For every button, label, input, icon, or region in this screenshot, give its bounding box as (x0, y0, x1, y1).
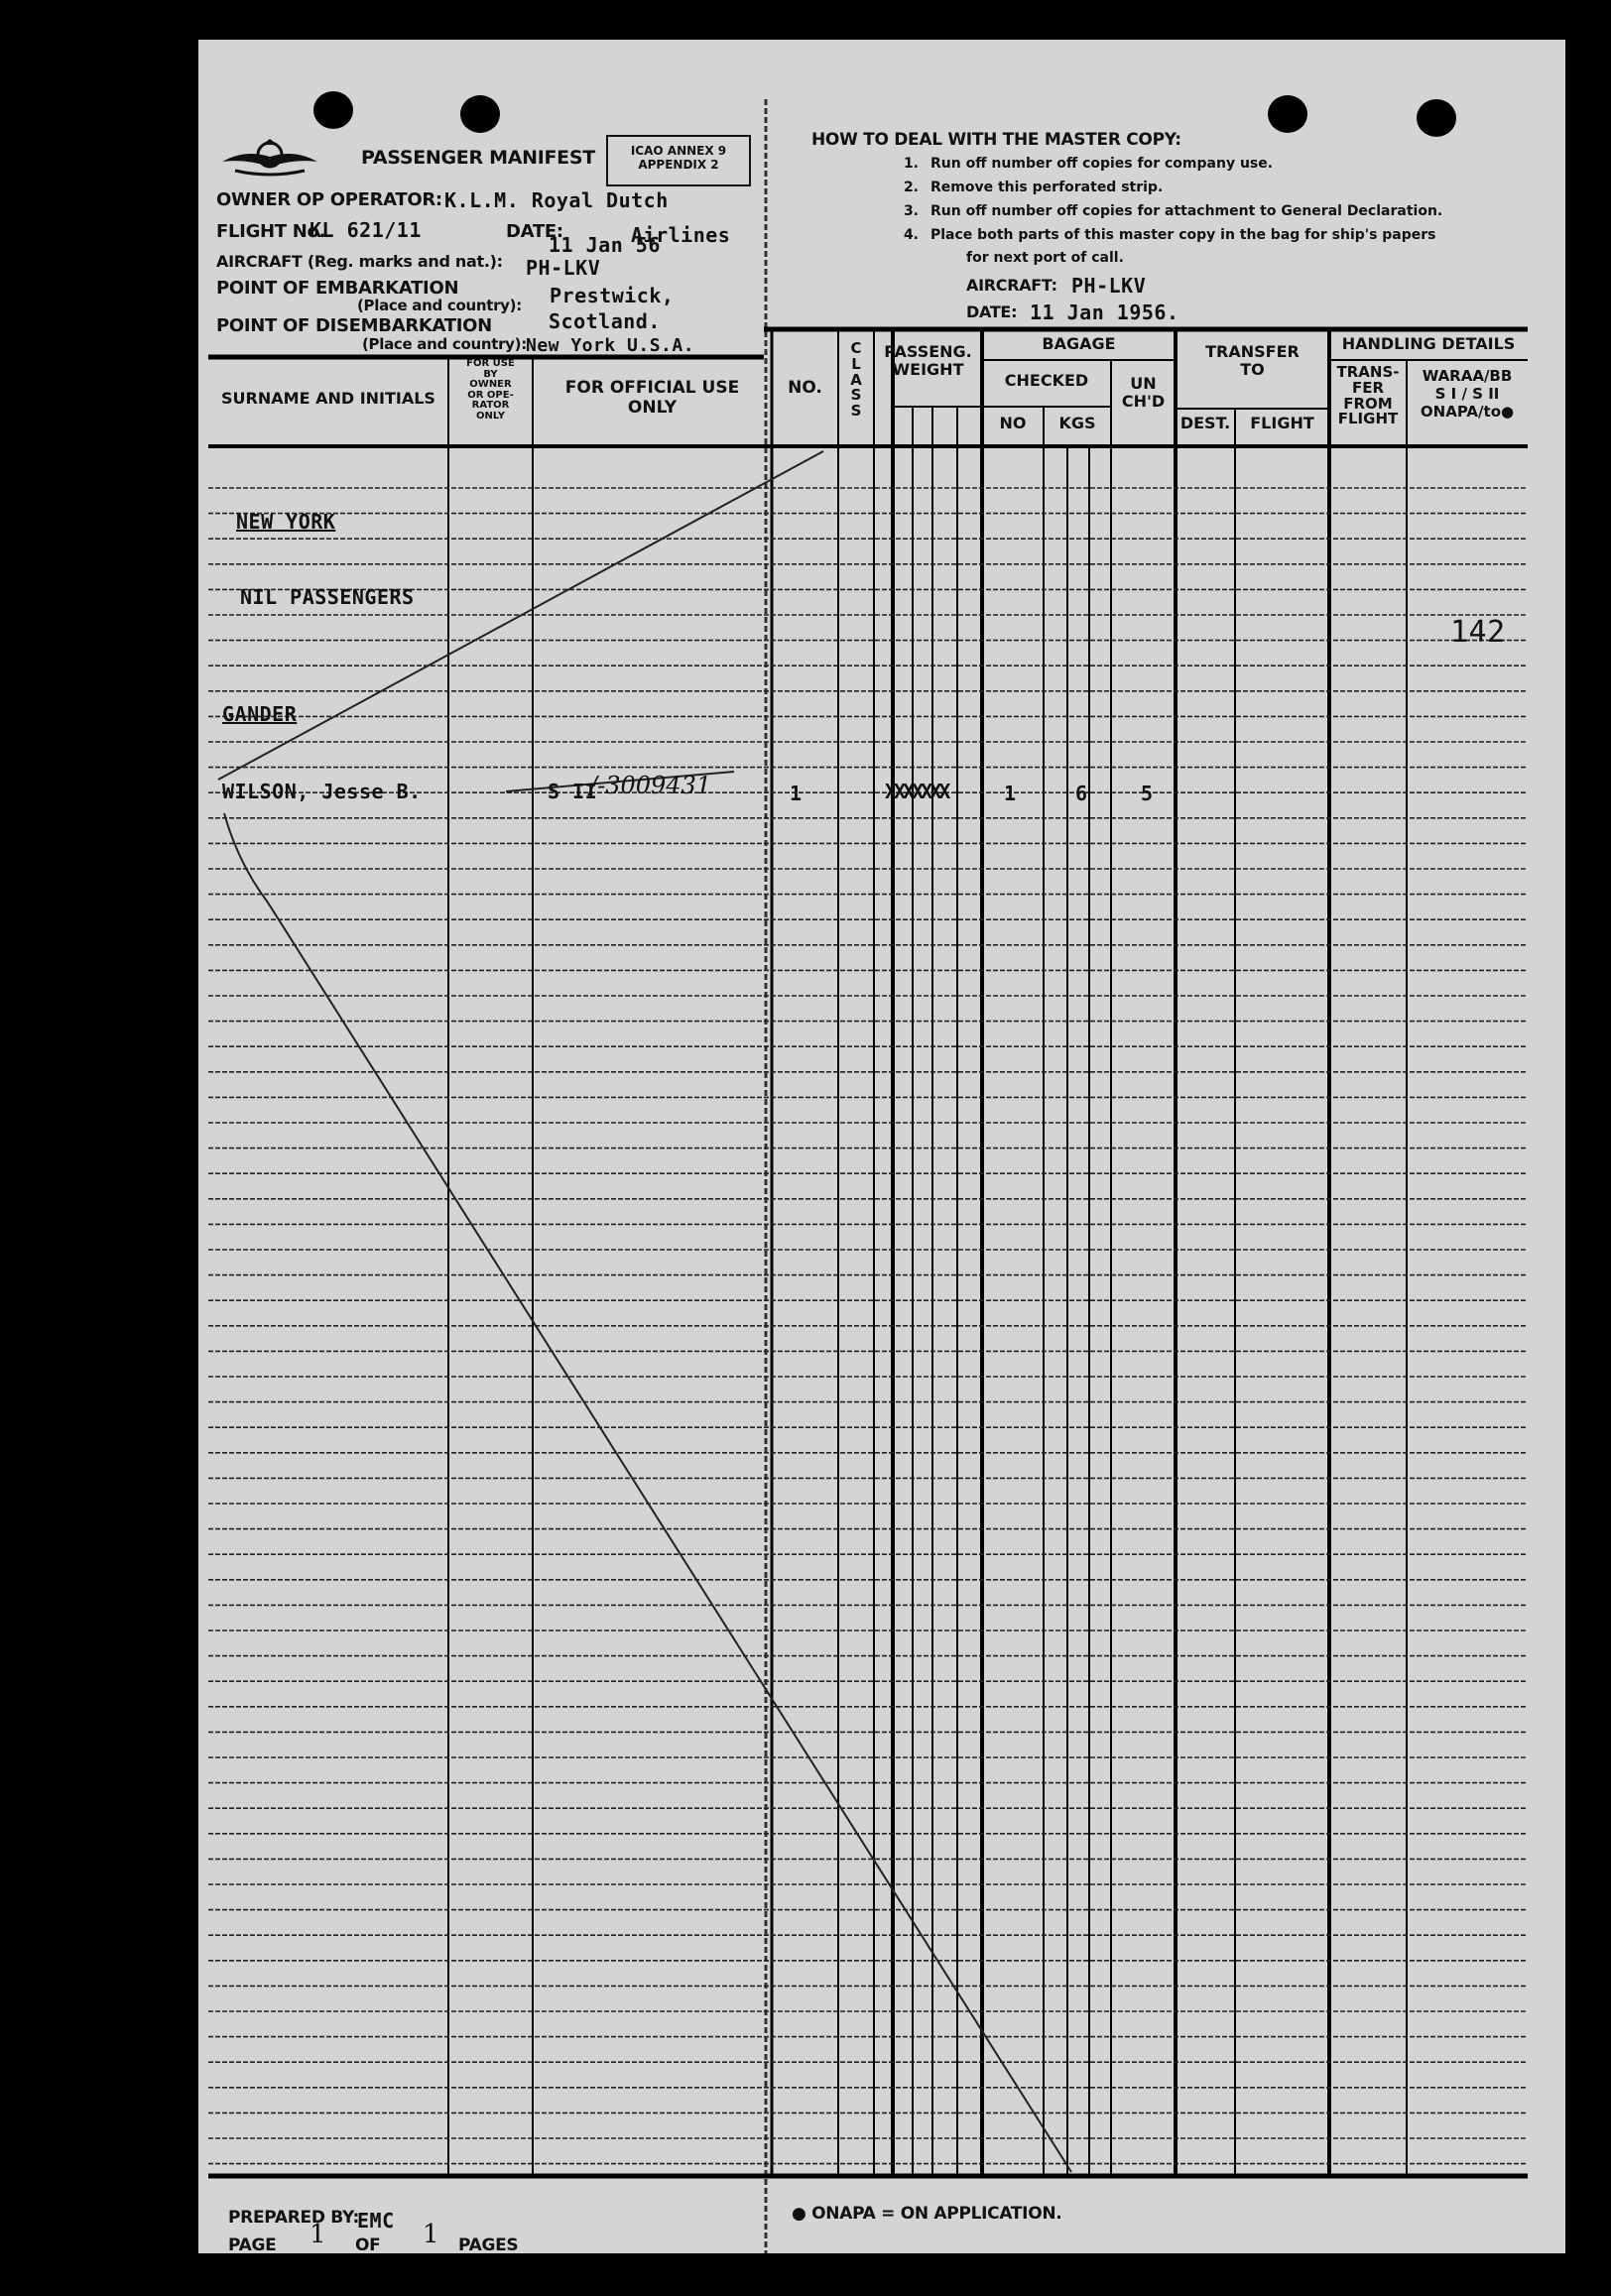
disembark-sub: (Place and country): (362, 335, 527, 353)
instruction-num: 1. (903, 156, 919, 172)
col-waraa (1407, 367, 1528, 421)
instructions-aircraft-label: AIRCRAFT: (966, 276, 1057, 295)
instruction-4-cont: for next port of call. (966, 250, 1124, 266)
aircraft-value: PH-LKV (526, 256, 601, 280)
instruction-text: Run off number off copies for company use. (930, 156, 1274, 172)
instruction-2 (883, 180, 1163, 195)
unchd-line: CH'D (1121, 392, 1166, 412)
instruction-4 (883, 227, 1436, 243)
col-kgs: KGS (1058, 414, 1096, 432)
annex-line-1: ICAO ANNEX 9 (630, 144, 727, 158)
waraa-line: WARAA/BB (1422, 367, 1513, 385)
instruction-text: Remove this perforated strip. (930, 180, 1164, 195)
col-for-use (448, 359, 533, 422)
transfer-from-line: FER (1351, 378, 1385, 397)
section-gander: GANDER (222, 702, 298, 726)
col-bagage: BAGAGE (1042, 334, 1116, 353)
for-use-line: RATOR (471, 400, 510, 411)
class-line: A (850, 370, 862, 389)
class-line: S (850, 402, 862, 420)
owner-label: OWNER OP OPERATOR: (216, 189, 442, 210)
manifest-sheet (198, 40, 1565, 2253)
class-line: S (850, 386, 862, 405)
instruction-num: 2. (903, 180, 919, 195)
section-new-york: NEW YORK (236, 510, 336, 534)
icao-annex-box (606, 135, 751, 186)
owner-value-continued: Airlines (631, 223, 731, 247)
official-line: ONLY (627, 397, 678, 418)
pages-label: PAGES (458, 2236, 519, 2253)
col-class (838, 341, 874, 420)
page-value: 1 (310, 2220, 326, 2249)
disembark-value: New York U.S.A. (526, 335, 695, 356)
date-value: 11 Jan 56 (549, 233, 661, 257)
prepared-label: PREPARED BY: (228, 2208, 360, 2228)
col-surname: SURNAME AND INITIALS (221, 389, 435, 408)
for-use-line: OR OPE- (467, 389, 514, 401)
instructions-aircraft-value: PH-LKV (1071, 274, 1147, 298)
onapa-note: ● ONAPA = ON APPLICATION. (792, 2204, 1062, 2224)
flight-value: KL 621/11 (310, 218, 422, 242)
waraa-line: S I / S II (1434, 385, 1500, 403)
class-line: L (851, 354, 861, 373)
embark-label: POINT OF EMBARKATION (216, 278, 459, 299)
instructions-date-label: DATE: (966, 302, 1018, 321)
for-use-line: BY (483, 368, 498, 380)
prepared-value: EMC (357, 2209, 395, 2233)
for-use-line: OWNER (469, 379, 512, 390)
of-value: 1 (423, 2220, 439, 2249)
official-line: FOR OFFICIAL USE (564, 378, 740, 398)
owner-value: K.L.M. Royal Dutch (444, 188, 669, 212)
transfer-from-line: FROM (1343, 394, 1393, 413)
bag-unchd-value: 5 (1141, 782, 1154, 805)
bag-kgs-value: 6 (1075, 782, 1088, 805)
instruction-num: 3. (903, 203, 919, 219)
for-use-line: ONLY (476, 410, 505, 422)
passenger-name: WILSON, Jesse B. (222, 780, 422, 803)
weight-line: WEIGHT (892, 360, 964, 380)
for-use-line: FOR USE (466, 358, 515, 369)
disembark-label: POINT OF DISEMBARKATION (216, 315, 492, 336)
col-bag-no: NO (999, 414, 1027, 432)
col-dest: DEST. (1179, 414, 1231, 432)
col-unchd (1111, 375, 1176, 412)
page-label: PAGE (228, 2236, 277, 2253)
col-transfer-from (1329, 365, 1407, 427)
bag-no-value: 1 (1004, 782, 1017, 805)
annex-line-2: APPENDIX 2 (638, 158, 719, 172)
waraa-line: ONAPA/to● (1420, 403, 1515, 421)
instruction-1 (883, 156, 1273, 172)
passenger-no: 1 (790, 782, 803, 805)
passenger-weight-struck: XXXXXXX (885, 780, 948, 803)
col-weight (874, 343, 982, 380)
of-label: OF (355, 2236, 381, 2253)
instruction-3 (883, 203, 1442, 219)
embark-value-2: Scotland. (549, 309, 661, 333)
page-number: 142 (1450, 615, 1506, 650)
col-checked: CHECKED (1004, 371, 1089, 390)
unchd-line: UN (1130, 374, 1157, 393)
date-label: DATE: (506, 221, 563, 242)
transfer-from-line: TRANS- (1336, 363, 1400, 381)
transfer-line: TRANSFER (1205, 342, 1300, 361)
transfer-from-line: FLIGHT (1337, 410, 1399, 428)
instruction-num: 4. (903, 227, 919, 243)
passenger-official-handwritten: /-3009431 (589, 772, 712, 799)
passenger-official: S II (548, 780, 598, 803)
col-handling: HANDLING DETAILS (1341, 334, 1516, 353)
col-flight: FLIGHT (1250, 414, 1314, 432)
embark-value: Prestwick, (550, 284, 675, 307)
instructions-title: HOW TO DEAL WITH THE MASTER COPY: (811, 130, 1181, 150)
embark-sub: (Place and country): (357, 297, 522, 314)
manifest-title: PASSENGER MANIFEST (361, 147, 595, 169)
class-line: C (850, 339, 862, 357)
instruction-text: Place both parts of this master copy in the bag for ship's papers (930, 227, 1436, 243)
col-official (533, 379, 772, 418)
klm-logo-icon (220, 137, 319, 186)
instructions-date-value: 11 Jan 1956. (1030, 301, 1179, 324)
aircraft-label: AIRCRAFT (Reg. marks and nat.): (216, 252, 503, 271)
transfer-line: TO (1240, 360, 1265, 380)
nil-passengers: NIL PASSENGERS (240, 585, 415, 609)
col-no: NO. (788, 378, 822, 398)
instruction-text: Run off number off copies for attachment to General Declaration. (930, 203, 1443, 219)
weight-line: PASSENG. (884, 342, 972, 361)
col-transfer (1176, 343, 1329, 380)
flight-label: FLIGHT No. (216, 221, 326, 242)
